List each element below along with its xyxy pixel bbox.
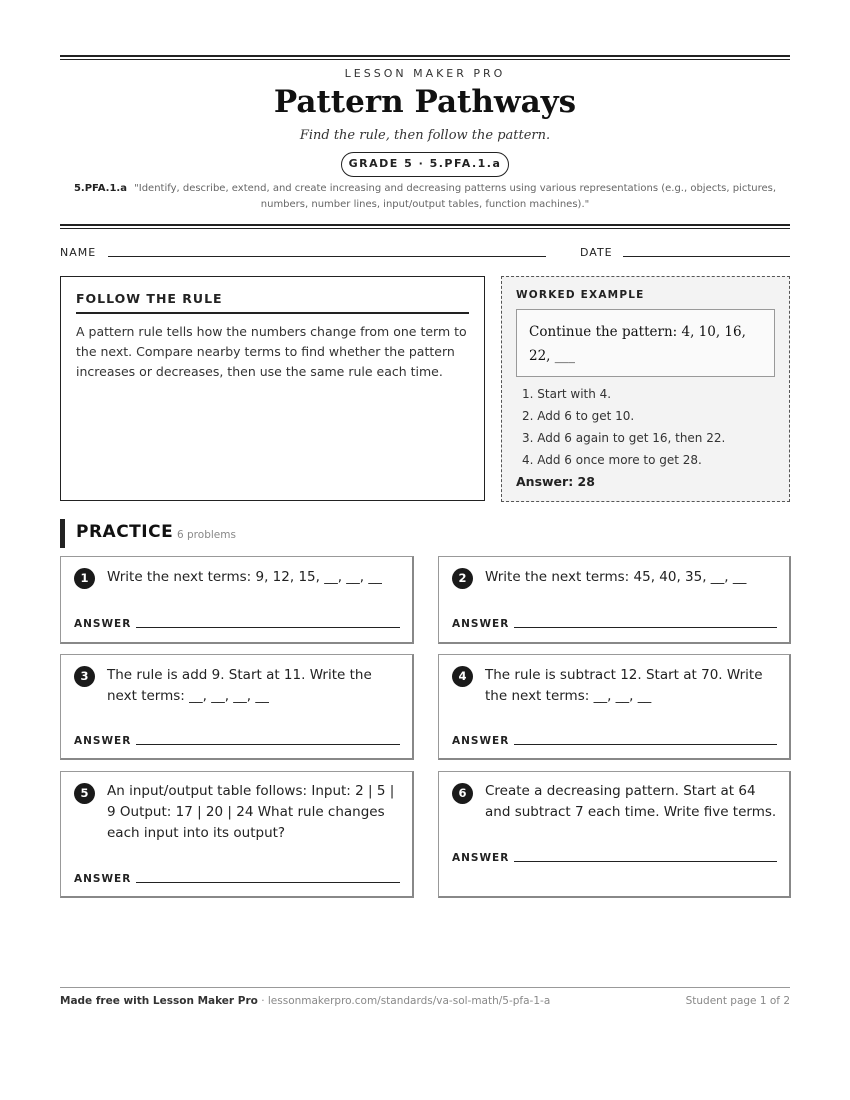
answer-label: ANSWER [452,852,510,864]
answer-field[interactable] [136,882,400,883]
problem-card-1 [60,556,414,644]
answer-field[interactable] [136,627,400,628]
practice-count: 6 problems [177,529,236,541]
worked-example-steps [516,383,775,471]
answer-field[interactable] [514,861,777,862]
follow-rule-box [60,276,485,501]
grade-badge: GRADE 5 · 5.PFA.1.a [341,152,509,177]
footer-made-with: Made free with Lesson Maker Pro [60,995,258,1007]
worked-step: 3. Add 6 again to get 16, then 22. [522,431,726,445]
standard-description [70,181,780,213]
worked-example-heading: WORKED EXAMPLE [516,289,645,301]
header-bottom-rule [60,224,790,229]
answer-field[interactable] [514,627,777,628]
worked-example-answer: Answer: 28 [516,474,595,489]
problem-card-5 [60,771,414,898]
date-label: DATE [580,246,613,259]
worked-step: 2. Add 6 to get 10. [522,409,635,423]
answer-label: ANSWER [452,735,510,747]
page-subtitle: Find the rule, then follow the pattern. [299,128,551,143]
footer-rule [60,987,790,988]
problem-number: 6 [452,783,473,804]
problem-text: An input/output table follows: Input: 2 | 5 | 9 Output: 17 | 20 | 24 What rule changes each input into its output? [107,783,395,841]
problem-number: 4 [452,666,473,687]
problem-card-6 [438,771,791,898]
worked-example-box [501,276,790,502]
problem-card-2 [438,556,791,644]
problem-number: 2 [452,568,473,589]
follow-rule-heading: FOLLOW THE RULE [76,291,469,314]
problem-card-3 [60,654,414,760]
problem-card-4 [438,654,791,760]
footer-page-number: Student page 1 of 2 [685,995,790,1007]
answer-field[interactable] [136,744,400,745]
brand-name: LESSON MAKER PRO [344,67,506,80]
practice-heading: PRACTICE [76,522,174,542]
problem-text: Write the next terms: 45, 40, 35, __, __ [485,569,747,585]
page-title: Pattern Pathways [273,84,577,120]
standard-text: "Identify, describe, extend, and create increasing and decreasing patterns using various representations (e.g., objects, pictures, numbers, number lines, input/output tables, function machines)." [134,183,777,210]
worksheet-page [60,0,790,1100]
date-field[interactable] [623,256,790,257]
header-top-rule [60,55,790,60]
name-field[interactable] [108,256,546,257]
footer-link[interactable]: · lessonmakerpro.com/standards/va-sol-math/5-pfa-1-a [257,995,551,1007]
problem-text: The rule is subtract 12. Start at 70. Write the next terms: __, __, __ [485,667,763,704]
problem-number: 5 [74,783,95,804]
worked-step: 1. Start with 4. [522,387,612,401]
problem-number: 1 [74,568,95,589]
problem-number: 3 [74,666,95,687]
answer-label: ANSWER [74,873,132,885]
answer-label: ANSWER [452,618,510,630]
worked-step: 4. Add 6 once more to get 28. [522,453,702,467]
footer-credit [60,995,550,1007]
answer-label: ANSWER [74,618,132,630]
problem-text: Write the next terms: 9, 12, 15, __, __, __ [107,569,382,585]
worked-example-prompt: Continue the pattern: 4, 10, 16, 22, ___ [516,309,775,377]
name-label: NAME [60,246,97,259]
answer-label: ANSWER [74,735,132,747]
standard-code: 5.PFA.1.a [73,183,127,194]
problem-text: The rule is add 9. Start at 11. Write the next terms: __, __, __, __ [107,667,372,704]
problem-text: Create a decreasing pattern. Start at 64 and subtract 7 each time. Write five terms. [485,783,777,820]
follow-rule-body: A pattern rule tells how the numbers change from one term to the next. Compare nearby terms to find whether the pattern increases or decreases, then use the same rule each time. [76,324,467,379]
practice-accent-bar [60,519,65,548]
answer-field[interactable] [514,744,777,745]
